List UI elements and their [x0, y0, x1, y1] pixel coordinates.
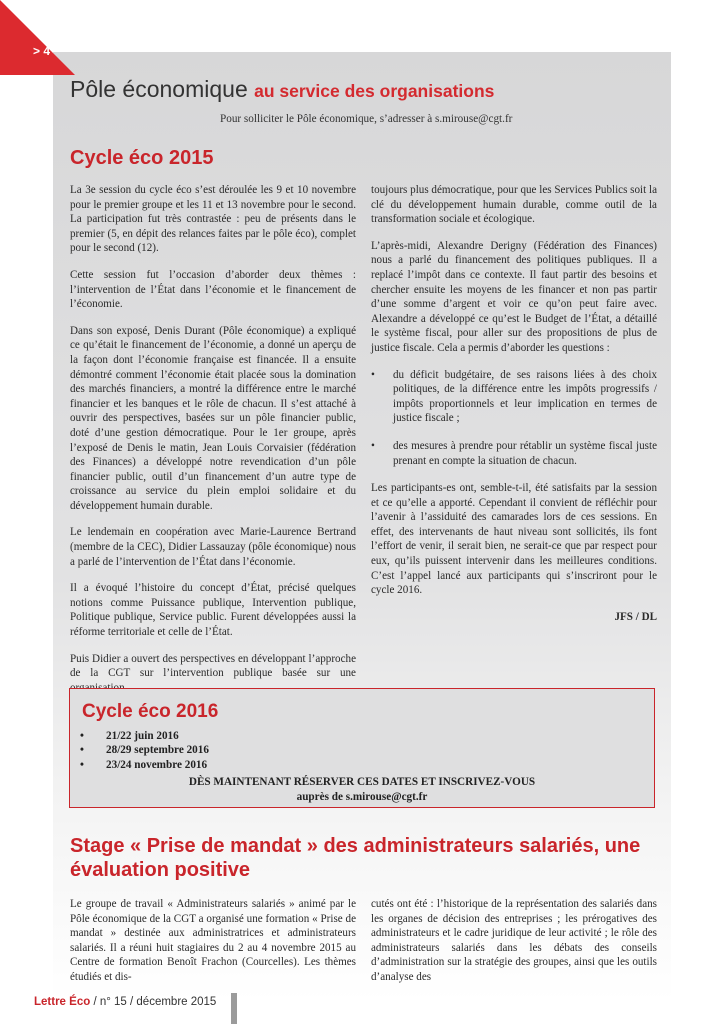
cycle-2016-box [69, 688, 655, 808]
registration-email: auprès de s.mirouse@cgt.fr [296, 790, 428, 803]
issue-info: / n° 15 / décembre 2015 [90, 996, 217, 1008]
footer [34, 996, 216, 1008]
box-heading: Cycle éco 2016 [82, 701, 219, 722]
paragraph: L’après-midi, Alexandre Derigny (Fédération des Finances) nous a parlé du financement des politiques publiques. Il a replacé l’impôt dans ce contexte. Il faut partir des besoins et chercher ensuite les moyens de les financer et non pas partir d’une somme d’argent et voir ce qu’on peut faire avec. Alexandre a développé ce qu’est le Budget de l’État, a détaillé le système fiscal, pour aller sur des propositions de plus de justice fiscale. Cela a permis d’aborder les questions : [371, 239, 657, 354]
paragraph: Il a évoqué l’histoire du concept d’État, précisé quelques notions comme Puissance publique, Intervention publique, Politique publique, Service public. Furent développées aussi la réforme territoriale et celle de l’État. [70, 582, 356, 639]
bullet-icon: • [371, 439, 375, 452]
contact-line: Pour solliciter le Pôle économique, s’adresser à s.mirouse@cgt.fr [220, 113, 513, 125]
bullet-icon: • [80, 758, 84, 771]
bullet-icon: • [80, 730, 84, 742]
bullet-icon: • [80, 744, 84, 757]
paragraph: cutés ont été : l’historique de la représentation des salariés dans les organes de décision des entreprises ; les prérogatives des administrateurs et le cadre juridique de leur activité ; le rôle des administrateurs salariés dans les débats des conseils d’administration sur la stratégie des groupes, ainsi que les outils d’analyse des [371, 898, 657, 983]
paragraph: Dans son exposé, Denis Durant (Pôle économique) a expliqué ce qu’était le financement de l’économie, a donné un aperçu de la façon dont l’économie française est financée. Il a ensuite démontré comment l’économie était placée sous la domination des marchés financiers, a montré la différence entre le marché financier et les banques et le rôle de chacun. Il s’est attaché à ouvrir des perspectives, basées sur un pôle financier public, doté d’une gestion démocratique. Pour le 1er groupe, après l’exposé de Denis le matin, Jean Louis Corvaisier (fédération des Finances) a développé notre revendication d’un pôle financier public, outil d’un financement d’un autre type de croissance au service du plein emploi solidaire et du développement humain durable. [70, 324, 356, 512]
page-corner-tab [0, 0, 75, 75]
registration-line: DÈS MAINTENANT RÉSERVER CES DATES ET INSCRIVEZ-VOUS [188, 776, 536, 788]
page-number: > 4 [33, 44, 51, 58]
registration-call [70, 775, 654, 804]
stage-column-right [371, 897, 657, 997]
paragraph: Le lendemain en coopération avec Marie-Laurence Bertrand (membre de la CEC), Didier Lassauzay (pôle économique) nous a parlé de l’intervention de l’État dans l’économie. [70, 526, 356, 568]
list-item: • 21/22 juin 2016 [80, 730, 179, 742]
page-title [70, 76, 494, 103]
paragraph: Cette session fut l’occasion d’aborder deux thèmes : l’intervention de l’État dans l’économie et le financement de l’économie. [70, 268, 356, 311]
footer-divider [231, 993, 237, 1024]
list-item: • du déficit budgétaire, de ses raisons liées à des choix politiques, de la différence entre les impôts progressifs / impôts proportionnels et leur implication en termes de justice fiscale ; [371, 368, 657, 425]
paragraph: Les participants-es ont, semble-t-il, été satisfaits par la session et ce qu’elle a apporté. Cependant il convient de réfléchir pour l’avenir à l’assiduité des camarades lors de ces sessions. En effet, des intervenants de haut niveau sont sollicités, ils font l’effort de venir, il serait bien, ne serait-ce que par respect pour eux, qu’ils puissent intervenir dans les meilleures conditions. C’est l’appel lancé aux participants qui s’inscriront pour le cycle 2016. [371, 482, 657, 597]
bullet-list [371, 368, 657, 469]
list-item: • des mesures à prendre pour rétablir un système fiscal juste prenant en compte la situation de chacun. [371, 439, 657, 467]
signature: JFS / DL [614, 610, 657, 623]
bullet-icon: • [371, 368, 375, 381]
title-main: Pôle économique [70, 76, 248, 102]
stage-column-left [70, 897, 356, 997]
title-subtitle: au service des organisations [254, 81, 495, 101]
publication-name: Lettre Éco [34, 996, 91, 1008]
list-item: • 28/29 septembre 2016 [80, 744, 209, 757]
article-column-right [371, 183, 657, 624]
paragraph: Le groupe de travail « Administrateurs salariés » animé par le Pôle économique de la CGT a organisé une formation « Prise de mandat » destinée aux administratrices et administrateurs salariés. Il a réuni huit stagiaires du 2 au 4 novembre 2015 au Centre de formation Benoît Frachon (Courcelles). Les thèmes étudiés et dis- [70, 898, 356, 983]
paragraph: Puis Didier a ouvert des perspectives en développant l’approche de la CGT sur l’intervention publique basée sur une [70, 652, 356, 680]
paragraph: toujours plus démocratique, pour que les Services Publics soit la clé du développement humain durable, comme outil de la transformation sociale et écologique. [371, 184, 657, 226]
dates-list [80, 729, 209, 772]
paragraph: La 3e session du cycle éco s’est déroulée les 9 et 10 novembre pour le premier groupe et les 11 et 13 novembre pour le second. La participation fut très contrastée : peu de présents dans le premier (5, en dépit des relances faites par le pôle éco), complet pour le second (12). [70, 184, 356, 255]
section-heading-stage: Stage « Prise de mandat » des administrateurs salariés, une évaluation positive [70, 835, 641, 881]
section-heading-cycle-2015: Cycle éco 2015 [70, 147, 214, 169]
list-item: • 23/24 novembre 2016 [80, 758, 208, 771]
article-column-left [70, 183, 356, 707]
